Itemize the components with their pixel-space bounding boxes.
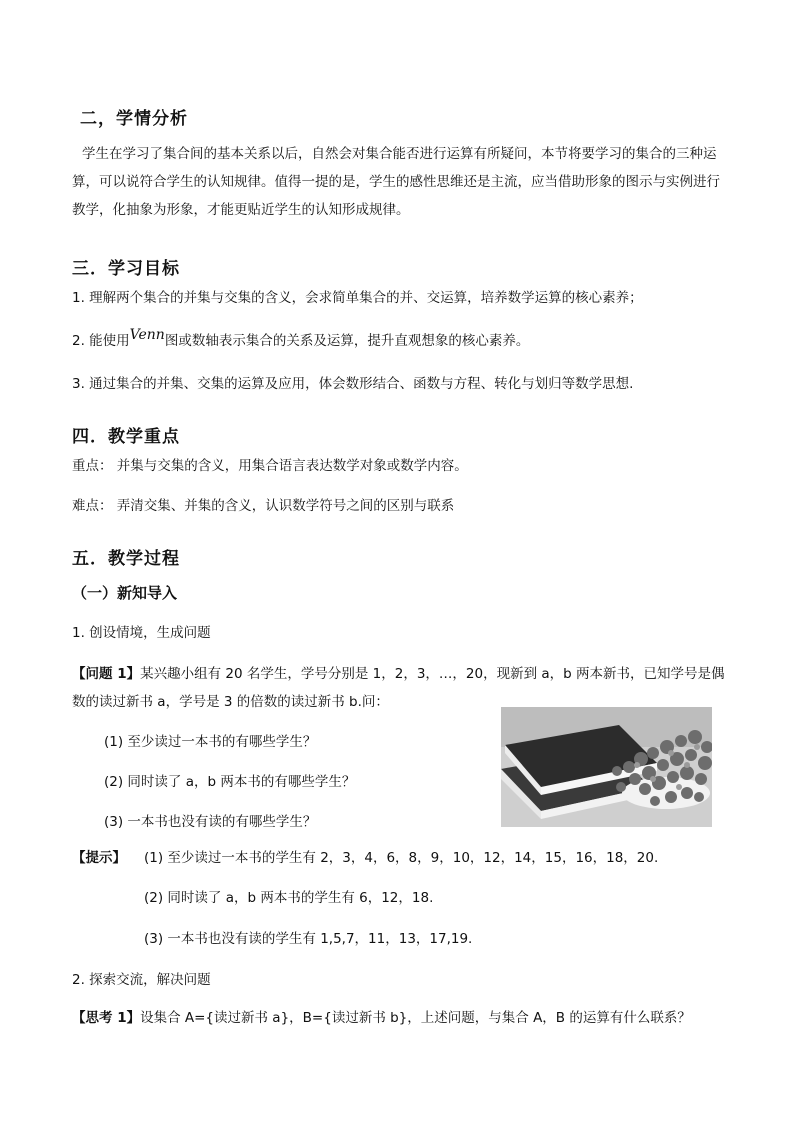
key-point-text: 重点： 并集与交集的含义，用集合语言表达数学对象或数学内容。	[72, 458, 468, 474]
goal-item-2-suffix: 图或数轴表示集合的关系及运算，提升直观想象的核心素养。	[164, 333, 530, 349]
books-and-plant-photo	[501, 707, 712, 827]
problem-1-tag: 【问题 1】	[72, 666, 141, 682]
hint-line-1	[72, 846, 658, 866]
section-title-key-points: 四．教学重点	[72, 427, 180, 447]
goal-item-2-prefix: 2. 能使用	[72, 333, 130, 349]
books-and-plant-icon	[501, 707, 712, 827]
section-title-learning-goals: 三．学习目标	[72, 259, 180, 279]
venn-word: Venn	[129, 327, 165, 343]
question-2: (2) 同时读了 a，b 两本书的有哪些学生？	[104, 774, 356, 790]
think-1-tag: 【思考 1】	[72, 1010, 141, 1026]
hint-line-2: (2) 同时读了 a，b 两本书的学生有 6，12，18.	[144, 890, 434, 906]
difficulty-text: 难点： 弄清交集、并集的含义，认识数学符号之间的区别与联系	[72, 498, 455, 514]
hint-line-3: (3) 一本书也没有读的学生有 1,5,7，11，13，17,19.	[144, 931, 473, 947]
learning-analysis-paragraph	[72, 140, 732, 224]
think-1-text: 设集合 A={读过新书 a}，B={读过新书 b}，上述问题，与集合 A，B 的运算有什么联系？	[140, 1010, 691, 1026]
goal-item-2	[72, 329, 529, 349]
goal-item-1: 1. 理解两个集合的并集与交集的含义，会求简单集合的并、交运算，培养数学运算的核心素养；	[72, 290, 643, 306]
question-3: (3) 一本书也没有读的有哪些学生？	[104, 814, 317, 830]
section-title-learning-analysis: 二，学情分析	[80, 109, 188, 129]
hint-tag: 【提示】	[72, 850, 126, 866]
problem-1-line-2: 数的读过新书 a，学号是 3 的倍数的读过新书 b.问：	[72, 694, 389, 710]
problem-1-text: 某兴趣小组有 20 名学生，学号分别是 1，2，3，…，20，现新到 a，b 两本新书，已知学号是偶	[140, 666, 725, 682]
goal-item-3: 3. 通过集合的并集、交集的运算及应用，体会数形结合、函数与方程、转化与划归等数学思想.	[72, 376, 634, 392]
step-1-title: 1. 创设情境，生成问题	[72, 625, 211, 641]
subsection-new-knowledge: （一）新知导入	[72, 584, 178, 602]
problem-1-line-1	[72, 662, 725, 682]
section-title-teaching-process: 五．教学过程	[72, 549, 180, 569]
hint-1-text: (1) 至少读过一本书的学生有 2，3，4，6，8，9，10，12，14，15，16，18，20.	[144, 850, 659, 866]
question-1: (1) 至少读过一本书的有哪些学生？	[104, 734, 317, 750]
think-1-line	[72, 1006, 691, 1026]
learning-analysis-text: 学生在学习了集合间的基本关系以后，自然会对集合能否进行运算有所疑问，本节将要学习的集合的三种运算，可以说符合学生的认知规律。值得一提的是，学生的感性思维还是主流，应当借助形象的图示与实例进行教学，化抽象为形象，才能更贴近学生的认知形成规律。	[72, 146, 720, 218]
step-2-title: 2. 探索交流，解决问题	[72, 972, 211, 988]
